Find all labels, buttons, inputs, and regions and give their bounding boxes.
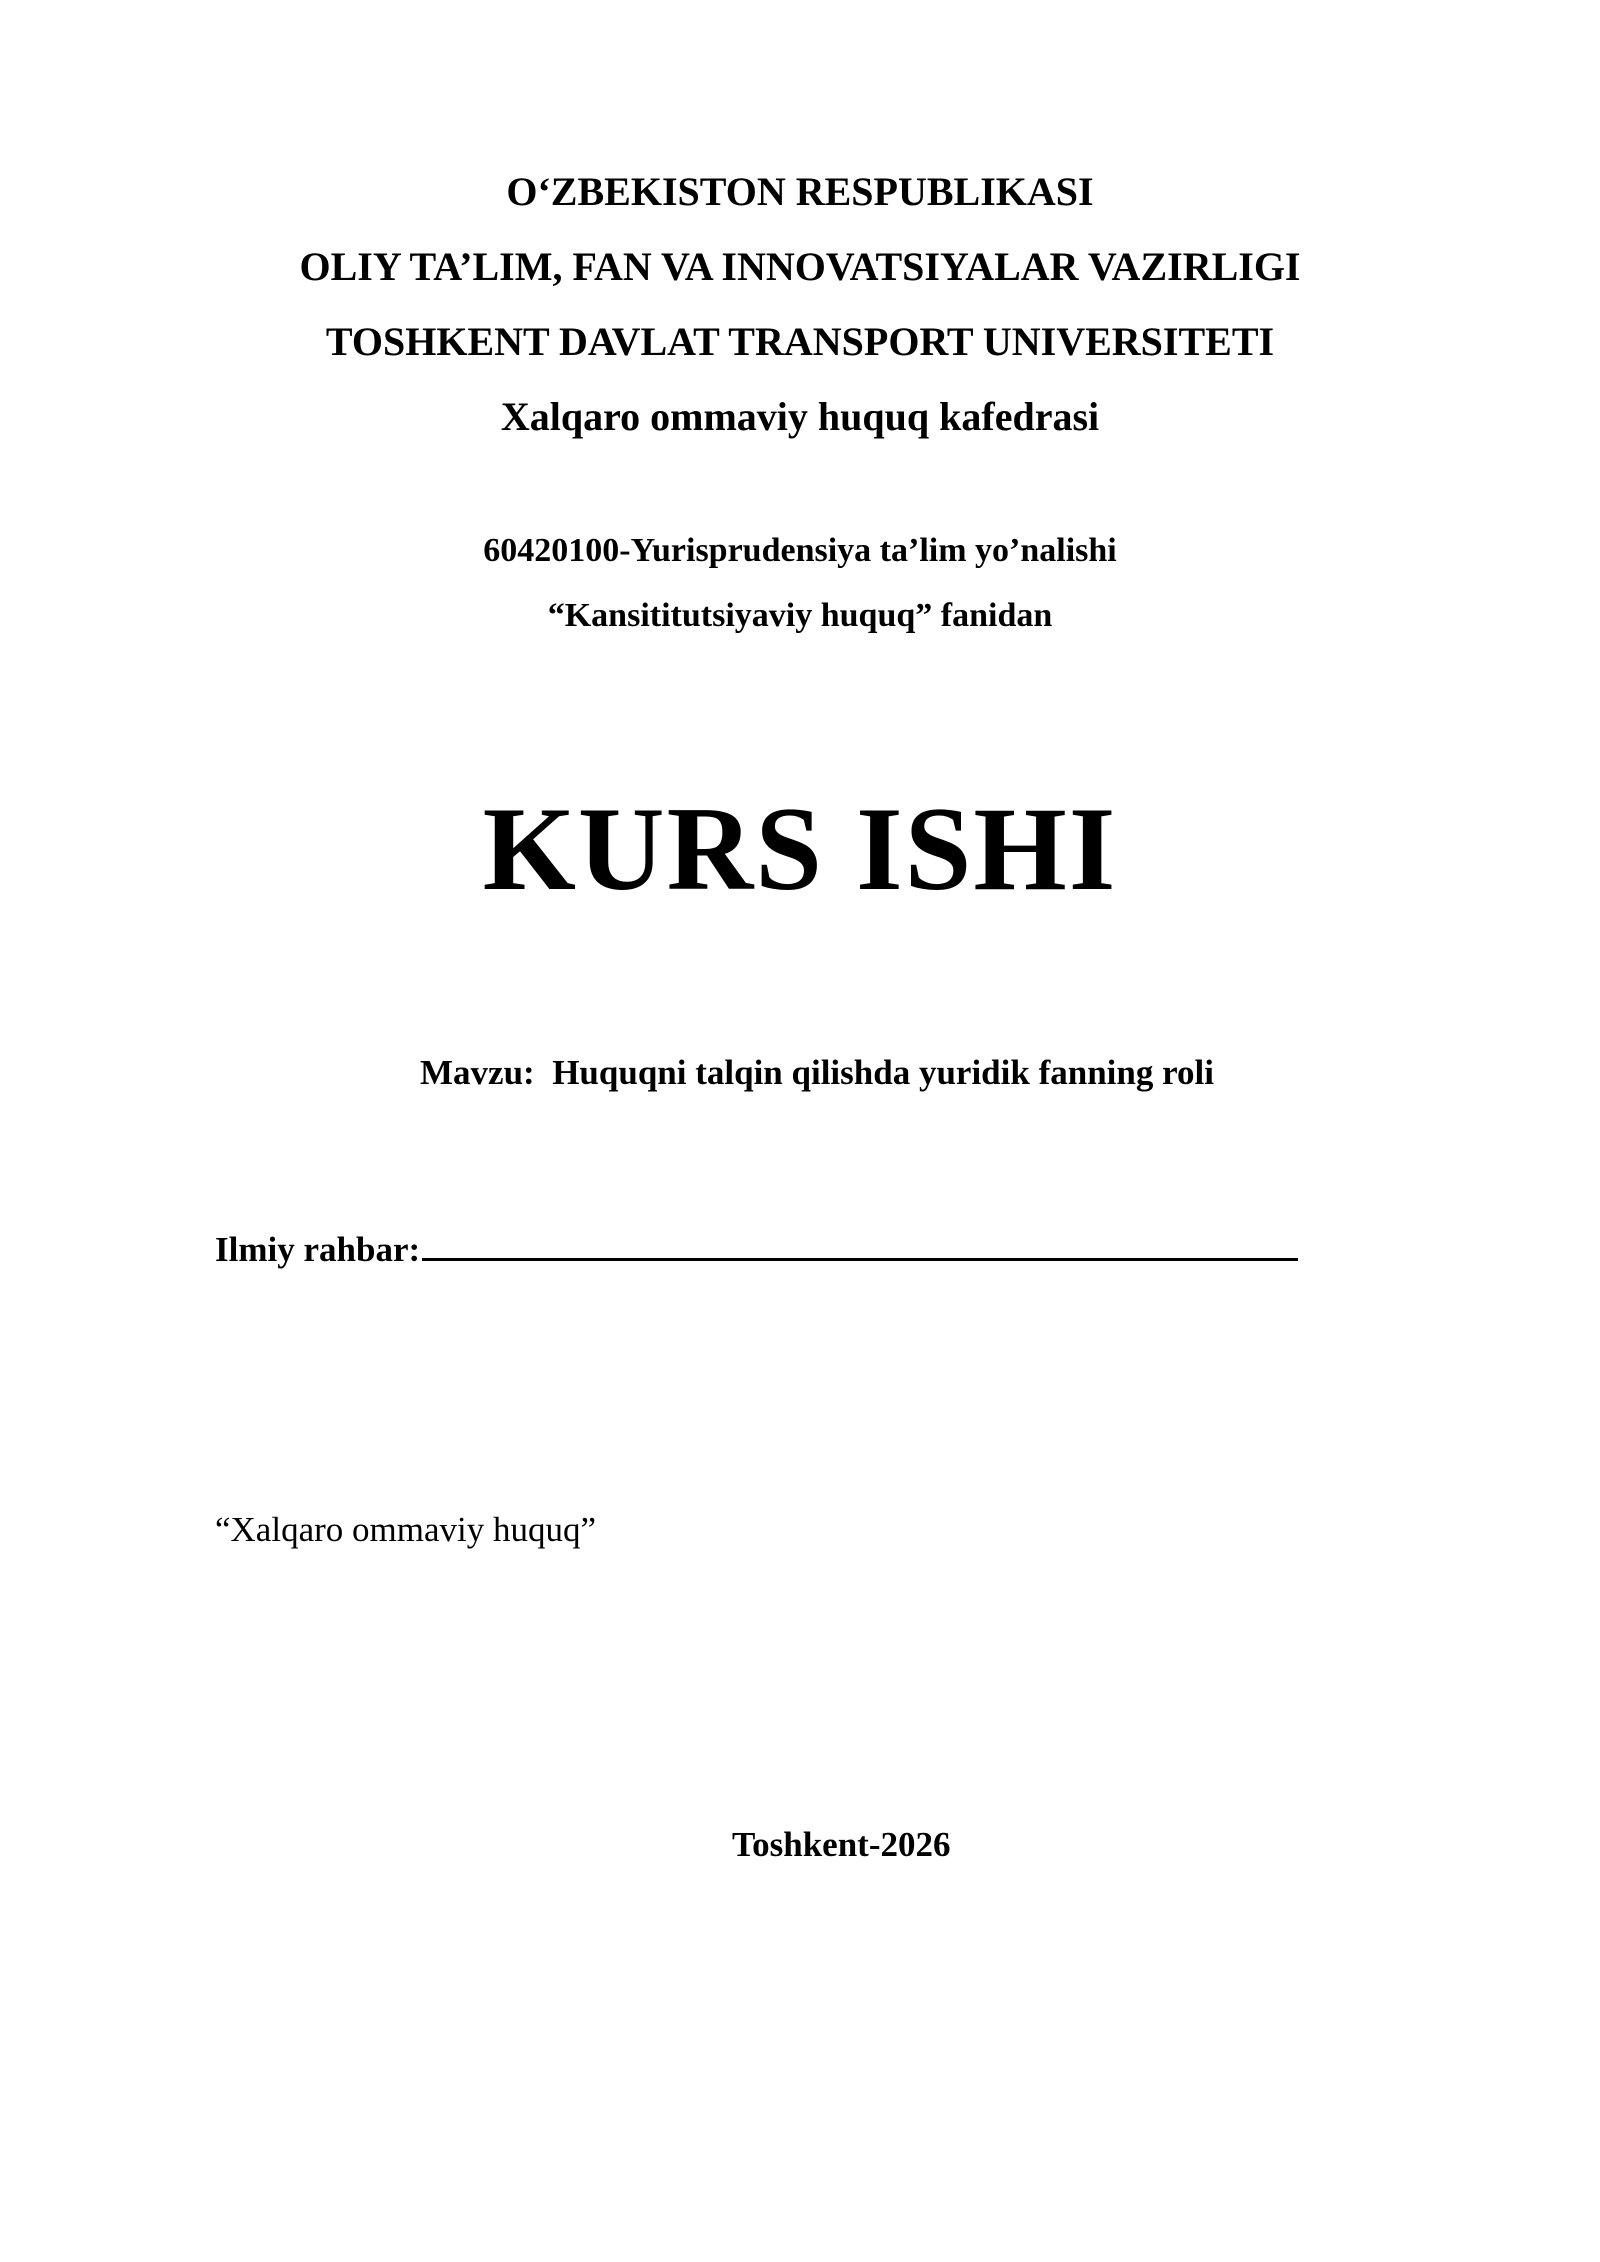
program-direction: 60420100-Yurisprudensiya ta’lim yo’nalishi bbox=[483, 532, 1117, 569]
topic-value: Huquqni talqin qilishda yuridik fanning roli bbox=[552, 1053, 1214, 1092]
document-title: KURS ISHI bbox=[482, 782, 1118, 915]
supervisor-label: Ilmiy rahbar: bbox=[215, 1230, 421, 1269]
supervisor-blank-line bbox=[422, 1222, 1298, 1261]
topic-label: Mavzu: bbox=[420, 1053, 535, 1092]
department-heading: Xalqaro ommaviy huquq kafedrasi bbox=[500, 394, 1100, 439]
subject-line: “Kansititutsiyaviy huquq” fanidan bbox=[547, 597, 1053, 634]
republic-heading: O‘ZBEKISTON RESPUBLIKASI bbox=[506, 169, 1094, 214]
topic-line bbox=[420, 1053, 1214, 1093]
city-year: Toshkent-2026 bbox=[732, 1825, 951, 1864]
ministry-heading: OLIY TA’LIM, FAN VA INNOVATSIYALAR VAZIRLIGI bbox=[299, 244, 1301, 289]
department-note: “Xalqaro ommaviy huquq” bbox=[215, 1510, 597, 1549]
supervisor-line bbox=[215, 1222, 1298, 1270]
university-heading: TOSHKENT DAVLAT TRANSPORT UNIVERSITETI bbox=[325, 319, 1275, 364]
